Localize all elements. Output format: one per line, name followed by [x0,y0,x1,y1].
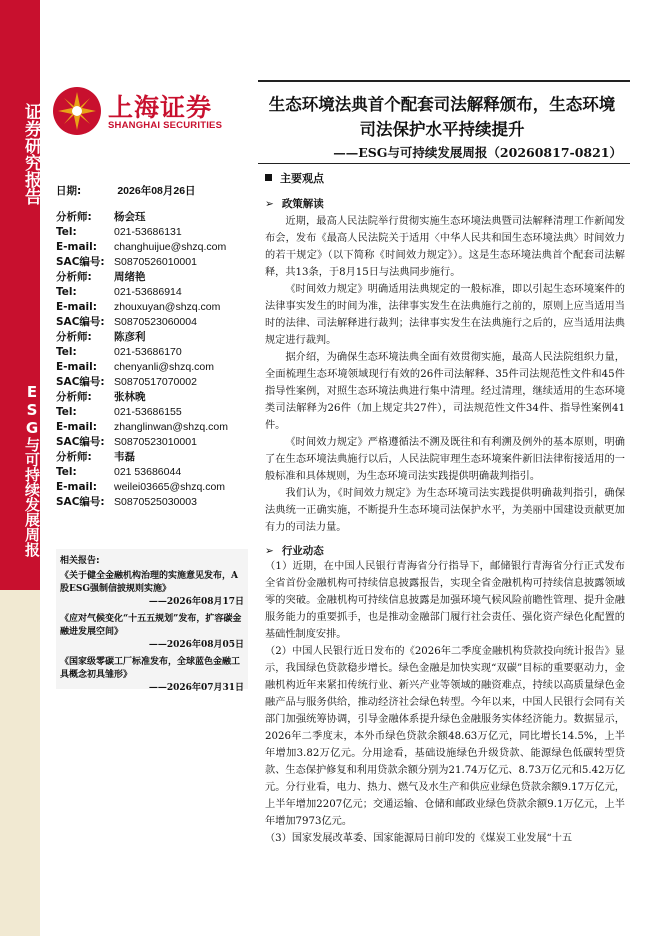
email-link[interactable]: zhanglinwan@shzq.com [114,421,228,433]
paragraph: 《时间效力规定》明确适用法典规定的一般标准，即以引起生态环境案件的法律事实发生的时间为准，法律事实发生在法典施行之前的，原则上应当适用当时的法律、司法解释进行裁判；法律事实发生在法典施行之后的，应当适用法典规定进行裁判。 [265,284,625,346]
related-report-date: ——2026年08月05日 [148,640,244,650]
analyst-label: 分析师: [56,271,92,283]
tel-label: Tel: [56,226,77,238]
arrow-bullet-icon: ➢ [265,198,274,210]
email-label: E-mail: [56,361,97,373]
tel-label: Tel: [56,346,77,358]
analyst-label: 分析师: [56,391,92,403]
analyst-name: 张林晚 [114,391,146,403]
analyst-name: 韦磊 [114,451,135,463]
tel-value: 021-53686914 [114,286,182,298]
date-value: 2026年08月26日 [117,185,196,197]
company-logo [52,86,242,138]
sidebar [0,0,40,936]
paragraph: 近期，最高人民法院举行贯彻实施生态环境法典暨司法解释清理工作新闻发布会，发布《最高人民法院关于适用〈中华人民共和国生态环境法典〉时间效力的若干规定》（以下简称《时间效力规定》）。这是生态环境法典首个配套司法解释，共13条，于8月15日与法典同步施行。 [265,216,625,278]
sac-value: S0870523060004 [114,316,197,328]
logo-chinese-name: 上海证券 [108,93,213,122]
analyst-label: 分析师: [56,211,92,223]
date-row [56,184,246,199]
sac-label: SAC编号: [56,376,105,388]
tel-value: 021 53686044 [114,466,182,478]
analyst-block [56,450,246,510]
paragraph: 《时间效力规定》严格遵循法不溯及既往和有利溯及例外的基本原则，明确了在生态环境法典施行以后，人民法院审理生态环境案件新旧法律衔接适用的一般标准和具体规则，为生态环境司法实践提供明确裁判指引。 [265,437,625,482]
logo-mark-icon [52,86,102,136]
email-label: E-mail: [56,421,97,433]
sidebar-series-label: ESG与可持续发展周报 [23,383,41,557]
related-reports-heading: 相关报告: [60,556,100,566]
email-label: E-mail: [56,241,97,253]
analyst-label: 分析师: [56,331,92,343]
email-link[interactable]: zhouxuyan@shzq.com [114,301,221,313]
related-report-link[interactable]: 《国家级零碳工厂标准发布，全球蓝色金融工具概念初具雏形》 [60,657,241,680]
analyst-block [56,330,246,390]
subsection-title: 行业动态 [281,545,324,557]
paragraph: 我们认为，《时间效力规定》为生态环境司法实践提供明确裁判指引，确保法典统一正确实施，不断提升生态环境司法保护水平，为美丽中国建设贡献更加有力的司法力量。 [265,488,625,533]
related-report-link[interactable]: 《关于健全金融机构治理的实施意见发布，A股ESG强制信披规则实施》 [60,571,238,594]
related-report-date: ——2026年07月31日 [148,683,244,693]
report-subtitle: ——ESG与可持续发展周报（20260817-0821） [333,145,622,160]
logo-english-name: SHANGHAI SECURITIES [108,120,223,131]
subsection-industry-heading [265,543,625,558]
report-title: 生态环境法典首个配套司法解释颁布，生态环境司法保护水平持续提升 [268,95,616,139]
policy-paragraphs [265,213,625,536]
date-label: 日期: [56,185,82,197]
analyst-block [56,390,246,450]
square-bullet-icon [265,174,272,181]
tel-label: Tel: [56,466,77,478]
paragraph: （2）中国人民银行近日发布的《2026年二季度金融机构贷款投向统计报告》显示，我国绿色贷款稳步增长。绿色金融是加快实现“双碳”目标的重要驱动力，金融机构近年来紧扣传统行业、新兴产业等领域的融资难点，持续以高质量绿色金融产品与服务供给，推动经济社会绿色转型。今年以来，中国人民银行会同有关部门加强统筹协调，引导金融体系提升绿色金融服务实体经济能力。数据显示，2026年二季度末，本外币绿色贷款余额48.63万亿元，同比增长14.5%，上半年增加3.82万亿元。分用途看，基础设施绿色升级贷款、能源绿色低碳转型贷款、生态保护修复和利用贷款余额分别为21.74万亿元、8.73万亿元和5.42万亿元。分行业看，电力、热力、燃气及水生产和供应业绿色贷款余额9.17万亿元，上半年增加2207亿元；交通运输、仓储和邮政业绿色贷款余额9.1万亿元，上半年增加7973亿元。 [265,646,625,827]
paragraph: （3）国家发展改革委、国家能源局日前印发的《煤炭工业发展“十五 [265,833,573,844]
paragraph: （1）近期，在中国人民银行青海省分行指导下，邮储银行青海省分行正式发布全省首份金融机构可持续信息披露报告，实现全省金融机构可持续信息披露领域零的突破。金融机构可持续信息披露是加强环境气候风险前瞻性管理、提升金融服务能力的重要抓手，也是推动金融部门履行社会责任、强化资产绿色化配置的基础性制度安排。 [265,561,625,640]
related-reports [56,549,248,693]
sac-label: SAC编号: [56,436,105,448]
email-link[interactable]: changhuijue@shzq.com [114,241,227,253]
sac-label: SAC编号: [56,316,105,328]
tel-label: Tel: [56,286,77,298]
sidebar-top-band [0,0,40,340]
header-rule [258,80,630,82]
arrow-bullet-icon: ➢ [265,545,274,557]
tel-label: Tel: [56,406,77,418]
tel-value: 021-53686155 [114,406,182,418]
related-report-link[interactable]: 《应对气候变化“十五五规划”发布，扩容碳金融进发展空间》 [60,614,242,637]
section-key-points-heading [265,170,625,186]
subsection-title: 政策解读 [281,198,324,210]
related-report-date: ——2026年08月17日 [148,597,244,607]
section-title: 主要观点 [280,172,324,185]
sidebar-bottom-band [0,590,40,936]
sac-value: S0870523010001 [114,436,197,448]
sac-value: S0870525030003 [114,496,197,508]
industry-paragraphs [265,558,625,928]
analyst-name: 周绪艳 [114,271,146,283]
sac-label: SAC编号: [56,496,105,508]
subsection-policy-heading [265,196,625,211]
sac-value: S0870517070002 [114,376,197,388]
sidebar-series-band [0,340,40,590]
analyst-block [56,270,246,330]
analyst-label: 分析师: [56,451,92,463]
subtitle-rule [258,163,630,164]
email-label: E-mail: [56,481,97,493]
email-label: E-mail: [56,301,97,313]
analyst-name: 杨会珏 [114,211,146,223]
sidebar-report-type-label: 证券研究报告 [21,103,41,205]
paragraph: 据介绍，为确保生态环境法典全面有效贯彻实施，最高人民法院组织力量，全面梳理生态环境领域现行有效的26件司法解释、35件司法规范性文件和45件指导性案例，对照生态环境法典进行集中清理。经过清理，继续适用的生态环境类司法解释为26件（加上规定共27件），司法规范性文件34件、指导性案例41件。 [265,352,625,431]
email-link[interactable]: weilei03665@shzq.com [114,481,226,493]
analyst-block [56,210,246,270]
sac-value: S0870526010001 [114,256,197,268]
email-link[interactable]: chenyanli@shzq.com [114,361,214,373]
analyst-info [56,184,246,510]
analyst-name: 陈彦利 [114,331,146,343]
tel-value: 021-53686131 [114,226,182,238]
sac-label: SAC编号: [56,256,105,268]
tel-value: 021-53686170 [114,346,182,358]
